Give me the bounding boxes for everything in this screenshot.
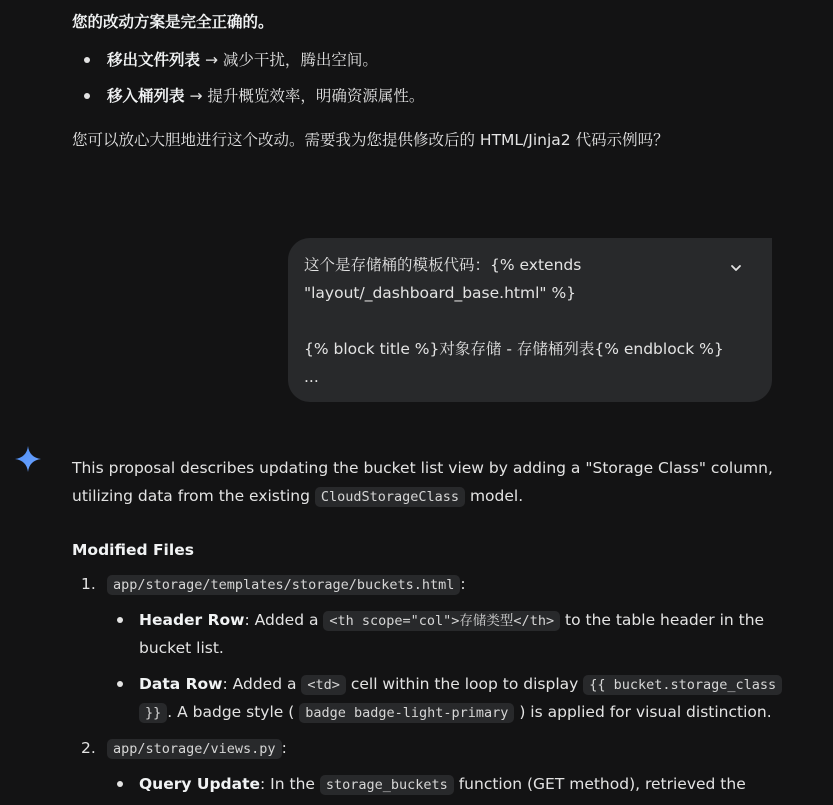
- file-path-code: app/storage/templates/storage/buckets.html: [107, 575, 460, 595]
- file-path-line: [107, 734, 287, 763]
- bullet-dot: [117, 681, 123, 687]
- user-message-line: "layout/_dashboard_base.html" %}: [304, 284, 577, 302]
- response-intro-line: [72, 482, 523, 511]
- user-message-bubble: [288, 238, 772, 402]
- inline-code: CloudStorageClass: [315, 487, 465, 507]
- user-message-spacer: [304, 307, 756, 335]
- gemini-sparkle-icon: [14, 445, 42, 473]
- file-path-line: [107, 570, 466, 599]
- change-item-line: [139, 770, 746, 799]
- bullet-dot: [84, 93, 90, 99]
- change-item-text: . A badge style (: [167, 703, 300, 721]
- inline-code: badge badge-light-primary: [299, 703, 514, 723]
- inline-code: {{ bucket.storage_class: [583, 675, 782, 695]
- change-item-line: [139, 698, 772, 727]
- bullet-dot: [117, 617, 123, 623]
- file-path-code: app/storage/views.py: [107, 739, 282, 759]
- change-item-line: [139, 606, 764, 635]
- change-item-text: cell within the loop to display: [345, 675, 584, 693]
- change-item-text: ) is applied for visual distinction.: [514, 703, 772, 721]
- change-item-bold: Query Update: [139, 775, 261, 793]
- change-item-text: : Added a: [244, 611, 324, 629]
- list-item-text: → 提升概览效率，明确资源属性。: [184, 87, 425, 105]
- user-message-line: 这个是存储桶的模板代码：{% extends: [304, 256, 582, 274]
- response-intro-line: This proposal describes updating the bucket list view by adding a "Storage Class" column,: [72, 459, 773, 477]
- change-item-line: [139, 670, 782, 699]
- change-item-bold: Header Row: [139, 611, 245, 629]
- intro-text: model.: [465, 487, 524, 505]
- change-item-bold: Data Row: [139, 675, 223, 693]
- list-item-bold: 移入桶列表: [107, 87, 185, 105]
- list-number: 1.: [81, 575, 96, 593]
- file-path-suffix: :: [460, 575, 466, 593]
- list-item: [107, 82, 424, 110]
- change-item-text: function (GET method), retrieved the: [453, 775, 746, 793]
- file-path-suffix: :: [281, 739, 287, 757]
- change-item-text: : Added a: [222, 675, 302, 693]
- user-message-line: ...: [304, 368, 319, 386]
- list-item-text: → 减少干扰，腾出空间。: [200, 51, 378, 69]
- response-heading: 您的改动方案是完全正确的。: [72, 13, 274, 31]
- change-item-text: to the table header in the: [560, 611, 765, 629]
- change-item-text: : In the: [260, 775, 320, 793]
- user-message-line: {% block title %}对象存储 - 存储桶列表{% endblock %}: [304, 340, 724, 358]
- chevron-down-icon: [729, 261, 743, 275]
- change-item-line: bucket list.: [139, 639, 224, 657]
- closing-paragraph: 您可以放心大胆地进行这个改动。需要我为您提供修改后的 HTML/Jinja2 代码示例吗？: [72, 131, 669, 149]
- bullet-dot: [117, 781, 123, 787]
- expand-message-button[interactable]: [722, 254, 750, 282]
- list-item: [107, 46, 378, 74]
- intro-text: utilizing data from the existing: [72, 487, 315, 505]
- inline-code: storage_buckets: [320, 775, 454, 795]
- inline-code: <th scope="col">存储类型</th>: [323, 611, 560, 631]
- bullet-dot: [84, 57, 90, 63]
- inline-code: }}: [139, 703, 167, 723]
- inline-code: <td>: [301, 675, 346, 695]
- list-number: 2.: [81, 739, 96, 757]
- section-title: Modified Files: [72, 541, 194, 559]
- list-item-bold: 移出文件列表: [107, 51, 201, 69]
